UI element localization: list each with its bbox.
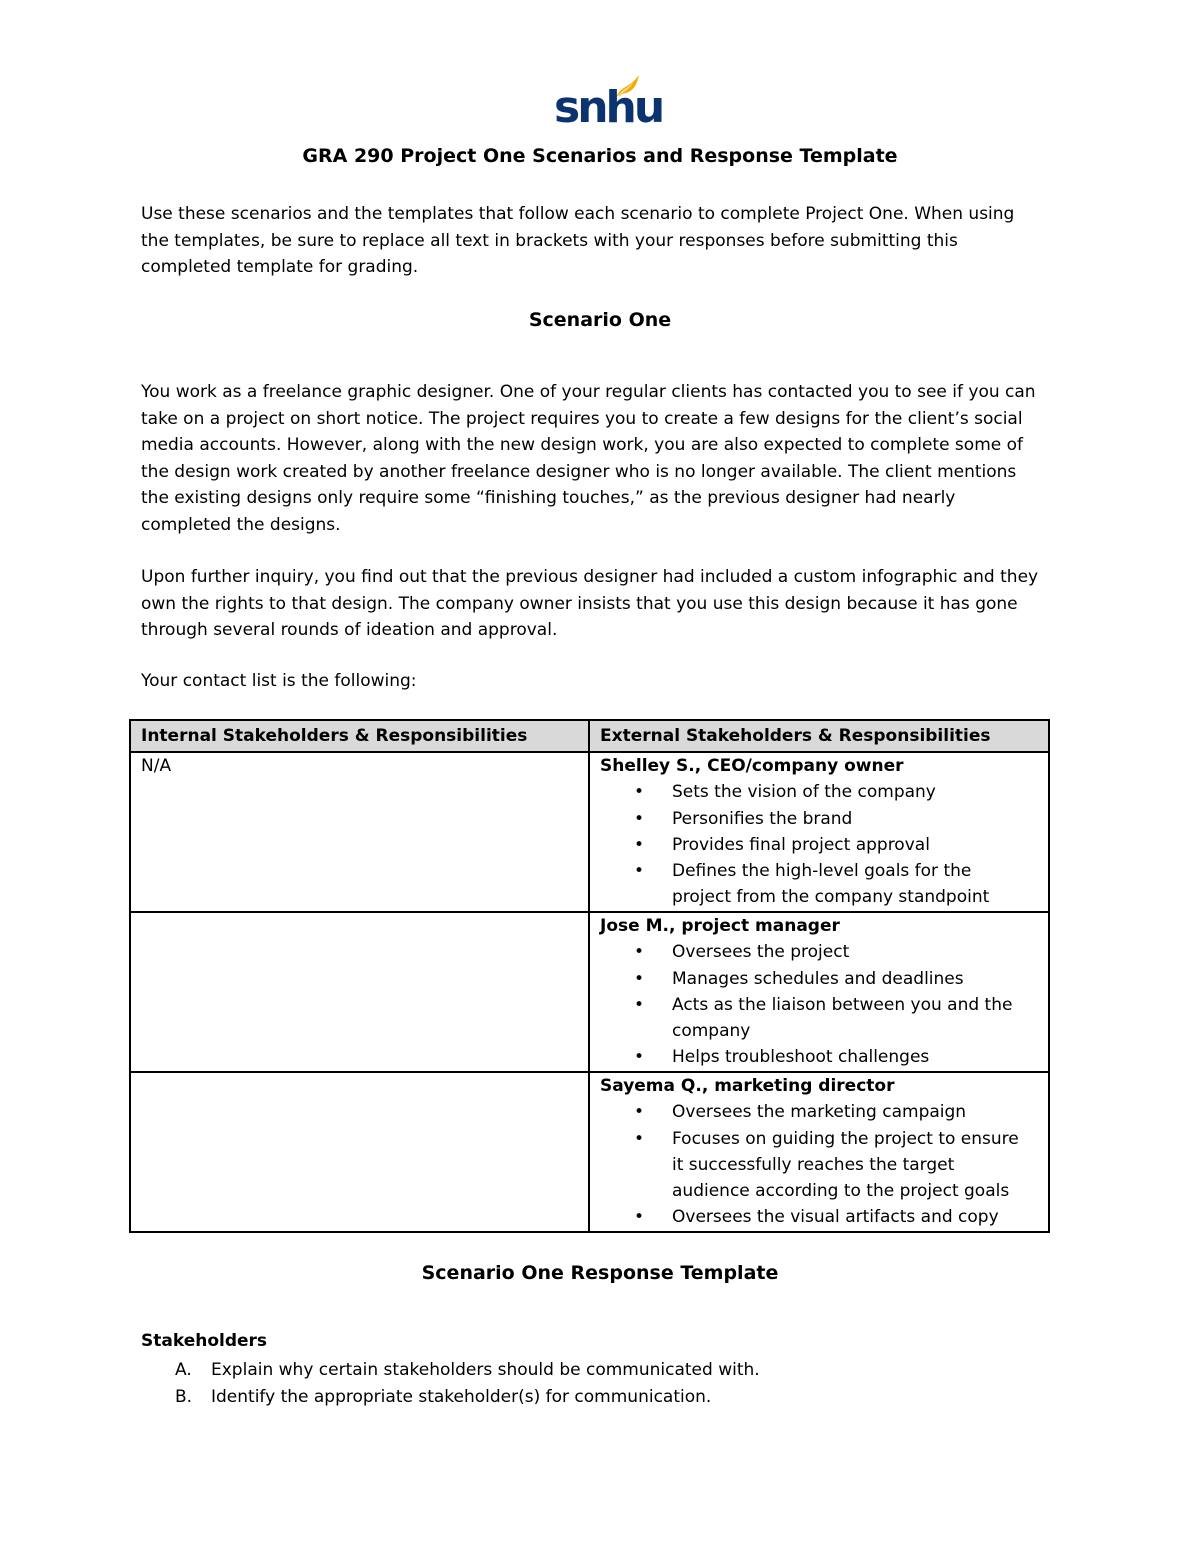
prompt-text: Explain why certain stakeholders should be communicated with.: [211, 1360, 760, 1380]
internal-cell: N/A: [130, 752, 589, 912]
list-marker: B.: [175, 1386, 193, 1407]
table-header-row: [130, 720, 1049, 752]
list-item: • Defines the high-level goals for the project from the company standpoint: [600, 858, 1038, 911]
intro-line: Use these scenarios and the templates that follow each scenario to complete Project One. When using: [141, 204, 1015, 224]
contact-name: Jose M., project manager: [600, 916, 840, 936]
internal-header: Internal Stakeholders & Responsibilities: [130, 720, 589, 752]
table-row: [130, 1072, 1049, 1232]
bullet-icon: •: [634, 1102, 645, 1123]
bullet-icon: •: [634, 782, 645, 803]
responsibility-list: [600, 1099, 1038, 1230]
bullet-icon: •: [634, 808, 645, 829]
list-item: [141, 1357, 760, 1384]
bullet-icon: •: [634, 968, 645, 989]
internal-cell: [130, 1072, 589, 1232]
document-title: GRA 290 Project One Scenarios and Response Template: [302, 145, 898, 167]
external-cell: [589, 1072, 1049, 1232]
list-marker: A.: [175, 1360, 192, 1380]
responsibility-list: [600, 939, 1038, 1070]
external-cell: [589, 912, 1049, 1072]
responsibility-list: [600, 779, 1038, 910]
list-item: [141, 1384, 760, 1411]
intro-line: the templates, be sure to replace all text in brackets with your responses before submitting this: [141, 230, 958, 251]
stakeholder-prompts: [141, 1357, 760, 1410]
paragraph-line: through several rounds of ideation and approval.: [141, 620, 558, 640]
bullet-icon: •: [634, 1047, 645, 1068]
external-header: External Stakeholders & Responsibilities: [589, 720, 1049, 752]
list-item: • Acts as the liaison between you and the company: [600, 992, 1038, 1045]
list-item: • Oversees the marketing campaign: [600, 1099, 1038, 1125]
bullet-icon: •: [634, 1207, 645, 1228]
paragraph-line: take on a project on short notice. The project requires you to create a few designs for the client’s social: [141, 408, 1023, 429]
list-item: • Provides final project approval: [600, 832, 1038, 858]
scenario-paragraph-2: [141, 564, 1071, 644]
list-item: • Personifies the brand: [600, 806, 1038, 832]
paragraph-line: media accounts. However, along with the new design work, you are also expected to complete some of: [141, 435, 1023, 455]
paragraph-line: own the rights to that design. The company owner insists that you use this design because it has gone: [141, 593, 1018, 614]
internal-cell: [130, 912, 589, 1072]
paragraph-line: completed the designs.: [141, 514, 341, 535]
contact-intro: Your contact list is the following:: [141, 671, 417, 691]
list-item: • Oversees the visual artifacts and copy: [600, 1204, 1038, 1230]
scenario-paragraph-1: [141, 379, 1071, 538]
table-row: [130, 912, 1049, 1072]
stakeholder-table: [129, 719, 1050, 1233]
list-item: • Helps troubleshoot challenges: [600, 1044, 1038, 1070]
paragraph-line: You work as a freelance graphic designer. One of your regular clients has contacted you to see if you can: [141, 382, 1036, 402]
stakeholders-heading: Stakeholders: [141, 1331, 268, 1351]
prompt-text: Identify the appropriate stakeholder(s) for communication.: [211, 1386, 712, 1407]
logo-wordmark: snhu: [554, 82, 663, 133]
response-template-heading: Scenario One Response Template: [421, 1262, 779, 1284]
bullet-icon: •: [634, 834, 645, 855]
intro-line: completed template for grading.: [141, 257, 419, 277]
contact-name: Sayema Q., marketing director: [600, 1076, 895, 1096]
bullet-icon: •: [634, 942, 645, 963]
paragraph-line: Upon further inquiry, you find out that the previous designer had included a custom infographic and they: [141, 567, 1039, 587]
list-item: • Focuses on guiding the project to ensure it successfully reaches the target audience according to the project goals: [600, 1126, 1038, 1205]
bullet-icon: •: [634, 994, 645, 1015]
bullet-icon: •: [634, 861, 645, 882]
list-item: • Oversees the project: [600, 939, 1038, 965]
contact-name: Shelley S., CEO/company owner: [600, 756, 904, 776]
table-row: [130, 752, 1049, 912]
external-cell: [589, 752, 1049, 912]
intro-paragraph: [141, 201, 1071, 281]
scenario-heading: Scenario One: [528, 309, 672, 331]
list-item: • Manages schedules and deadlines: [600, 966, 1038, 992]
bullet-icon: •: [634, 1128, 645, 1149]
paragraph-line: the design work created by another freelance designer who is no longer available. The client mentions: [141, 461, 1017, 482]
paragraph-line: the existing designs only require some “finishing touches,” as the previous designer had nearly: [141, 488, 956, 508]
list-item: • Sets the vision of the company: [600, 779, 1038, 805]
snhu-logo: [554, 72, 663, 134]
